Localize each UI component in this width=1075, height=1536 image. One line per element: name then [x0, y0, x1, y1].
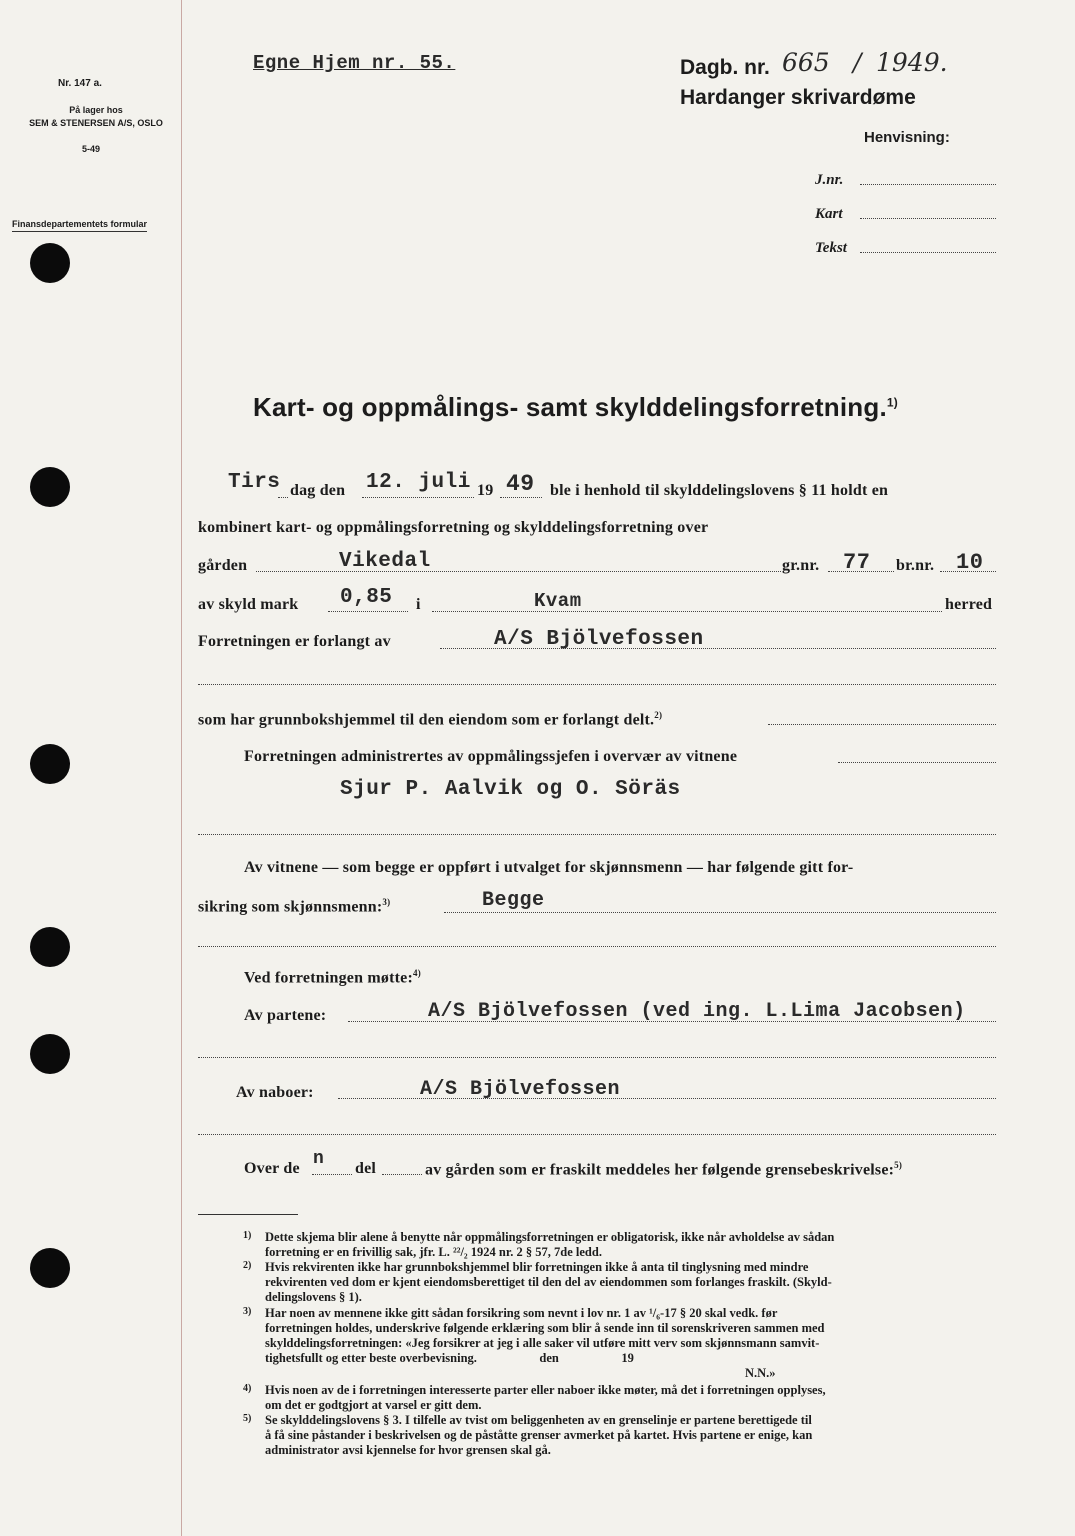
admin-line: [838, 762, 996, 763]
skyld-label: av skyld mark: [198, 596, 299, 613]
skjonn-extra-line: [198, 946, 996, 947]
grunnbok-text: [198, 710, 662, 729]
del-label: del: [355, 1160, 377, 1177]
year-line: [500, 497, 542, 498]
footnote-1: [265, 1230, 834, 1260]
form-number: Nr. 147 a.: [58, 78, 102, 89]
garden-value: Vikedal: [339, 550, 431, 573]
brnr-label: br.nr.: [896, 557, 935, 574]
over-rest-text: av gården som er fraskilt meddeles her følgende grensebeskrivelse:: [425, 1161, 895, 1179]
henvisning-label: Henvisning:: [864, 129, 950, 146]
vitne-line-2-text: sikring som skjønnsmenn:: [198, 898, 383, 916]
tekst-label: Tekst: [815, 240, 847, 256]
motte-note: 4): [413, 968, 421, 978]
grnr-value: 77: [843, 550, 871, 575]
weekday-value: Tirs: [228, 471, 281, 494]
footnote-rule: [198, 1214, 298, 1215]
motte-label: [244, 968, 421, 987]
date-line: [362, 497, 474, 498]
over-rest: [425, 1160, 902, 1179]
grunnbok-line: [768, 724, 996, 725]
punch-hole: [30, 1034, 70, 1074]
title-text: Kart- og oppmålings- samt skylddelingsforretning.: [253, 392, 887, 422]
grnr-label: gr.nr.: [782, 557, 820, 574]
dagb-separator: /: [853, 48, 862, 77]
forlangt-value: A/S Bjölvefossen: [494, 628, 704, 651]
garden-label: gården: [198, 557, 248, 574]
i-label: i: [416, 596, 421, 613]
partene-extra-line: [198, 1057, 996, 1058]
footnote-5-line-3: administrator avsi kjennelse for hvor grensen skal gå.: [265, 1443, 551, 1457]
kart-line: [860, 218, 996, 219]
naboer-label: Av naboer:: [236, 1084, 314, 1101]
footnote-3-mark: 3): [243, 1306, 252, 1317]
dagb-label: Dagb. nr.: [680, 56, 770, 79]
witnesses-value: Sjur P. Aalvik og O. Söräs: [340, 778, 681, 801]
footnote-2-line-1: Hvis rekvirenten ikke har grunnbokshjemmel blir forretningen ikke å anta til tinglysning med mindre: [265, 1260, 809, 1274]
over-de-value: n: [313, 1149, 325, 1169]
punch-hole: [30, 744, 70, 784]
punch-hole: [30, 243, 70, 283]
tekst-line: [860, 252, 996, 253]
year-prefix: 19: [477, 482, 494, 499]
kommune-value: Kvam: [534, 590, 582, 612]
footnote-5-line-1: Se skylddelingslovens § 3. I tilfelle av tvist om beliggenheten av en grenselinje er partene berettigede til: [265, 1413, 812, 1427]
vitne-note: 3): [382, 897, 391, 907]
jnr-line: [860, 184, 996, 185]
dagb-number: 665: [782, 48, 830, 77]
office-stamp: Hardanger skrivardøme: [680, 86, 916, 109]
partene-label: Av partene:: [244, 1007, 327, 1024]
vitne-line-1: Av vitnene — som begge er oppført i utvalget for skjønnsmenn — har følgende gitt for-: [244, 859, 854, 876]
over-de-label: Over de: [244, 1160, 300, 1177]
grunnbok-note: 2): [654, 710, 663, 720]
stock-info: [12, 104, 180, 130]
over-de-line: [312, 1174, 352, 1175]
stock-line-2: SEM & STENERSEN A/S, OSLO: [29, 118, 163, 128]
line2-text: kombinert kart- og oppmålingsforretning og skylddelingsforretning over: [198, 519, 709, 536]
footnote-3-line-1: Har noen av mennene ikke gitt sådan forsikring som nevnt i lov nr. 1 av ¹/₆-17 § 20 skal vedk. før: [265, 1306, 778, 1320]
footnote-2-line-2: rekvirenten ved dom er kjent eiendomsberettiget til den del av eiendommen som forlanges fraskilt. (Skyld-: [265, 1275, 832, 1289]
skyld-value: 0,85: [340, 586, 393, 609]
footnote-3-line-2: forretningen holdes, underskrive følgende erklæring som blir å sende inn til sorenskriveren sammen med: [265, 1321, 825, 1335]
over-note: 5): [894, 1160, 903, 1170]
footnote-4-line-2: om det er godtgjort at varsel er gitt dem.: [265, 1398, 482, 1412]
footnote-3-line-4: tighetsfullt og etter beste overbevisning. den 19: [265, 1351, 634, 1365]
footnote-2: [265, 1260, 832, 1305]
forlangt-label: Forretningen er forlangt av: [198, 633, 391, 650]
footnote-2-line-3: delingslovens § 1).: [265, 1290, 362, 1304]
document-title: [253, 392, 898, 423]
partene-value: A/S Bjölvefossen (ved ing. L.Lima Jacobsen): [428, 1000, 966, 1023]
dag-den-label: dag den: [290, 482, 346, 499]
herred-label: herred: [945, 596, 993, 613]
forlangt-extra-line: [198, 684, 996, 685]
del-line: [382, 1174, 422, 1175]
footnote-3-line-3: skylddelingsforretningen: «Jeg forsikrer at jeg i alle saker vil utføre mitt verv som skjønnsmann samvit-: [265, 1336, 820, 1350]
footnote-1-line-1: Dette skjema blir alene å benytte når oppmålingsforretningen er obligatorisk, ikke når avholdelse av sådan: [265, 1230, 835, 1244]
punch-hole: [30, 1248, 70, 1288]
naboer-extra-line: [198, 1134, 996, 1135]
typed-reference: Egne Hjem nr. 55.: [253, 52, 456, 74]
footnote-3-line-5: N.N.»: [745, 1366, 776, 1380]
year-value: 49: [506, 471, 535, 497]
skyld-line: [328, 611, 408, 612]
punch-hole: [30, 927, 70, 967]
margin-rule: [181, 0, 182, 1536]
dagb-year: 1949.: [876, 48, 948, 77]
skjonn-value: Begge: [482, 889, 545, 912]
footnote-4-line-1: Hvis noen av de i forretningen interesserte parter eller naboer ikke møter, må det i forretningen opplyses,: [265, 1383, 826, 1397]
witnesses-line: [198, 834, 996, 835]
date-value: 12. juli: [366, 471, 471, 494]
admin-text: Forretningen administrertes av oppmålingssjefen i overvær av vitnene: [244, 748, 738, 765]
footnote-5: [265, 1413, 812, 1458]
title-note: 1): [886, 395, 898, 410]
stock-line-1: På lager hos: [69, 105, 123, 115]
brnr-value: 10: [956, 550, 984, 575]
motte-text: Ved forretningen møtte:: [244, 969, 414, 987]
naboer-value: A/S Bjölvefossen: [420, 1078, 621, 1101]
footnote-2-mark: 2): [243, 1260, 252, 1271]
line1-text: ble i henhold til skylddelingslovens § 11 holdt en: [550, 482, 889, 499]
garden-line: [256, 571, 781, 572]
grunnbok-body: som har grunnbokshjemmel til den eiendom som er forlangt delt.: [198, 711, 655, 729]
vitne-line-2: [198, 897, 390, 916]
jnr-label: J.nr.: [815, 172, 844, 188]
formular-label: Finansdepartementets formular: [12, 218, 147, 232]
footnote-5-mark: 5): [243, 1413, 252, 1424]
footnote-4-mark: 4): [243, 1383, 252, 1394]
footnote-1-mark: 1): [243, 1230, 252, 1241]
punch-hole: [30, 467, 70, 507]
date-code: 5-49: [82, 144, 101, 154]
kart-label: Kart: [815, 206, 843, 222]
skjonn-line: [444, 912, 996, 913]
footnote-3: [265, 1306, 825, 1381]
footnote-4: [265, 1383, 826, 1413]
footnote-5-line-2: å få sine påstander i beskrivelsen og de påståtte grenser avmerket på kartet. Hvis partene er enige, kan: [265, 1428, 813, 1442]
kommune-line: [432, 611, 942, 612]
weekday-line: [278, 497, 288, 498]
footnote-1-line-2: forretning er en frivillig sak, jfr. L. ²²/₂ 1924 nr. 2 § 57, 7de ledd.: [265, 1245, 602, 1259]
